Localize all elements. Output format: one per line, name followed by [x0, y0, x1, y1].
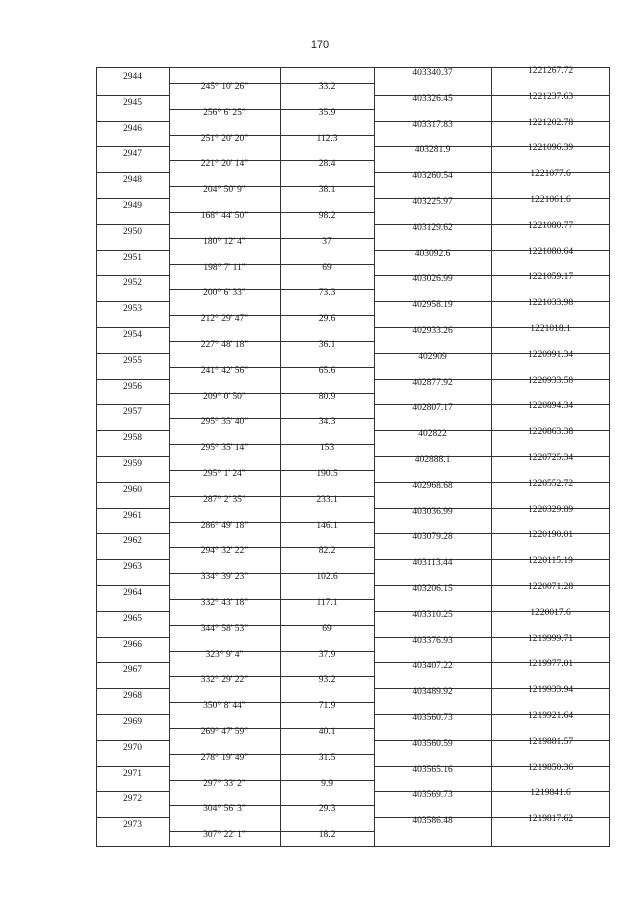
bearing-cell: 204° 50' 9" — [203, 185, 246, 195]
point-id-cell: 2953 — [123, 304, 142, 314]
northing-cell: 403317.83 — [412, 120, 453, 130]
bearing-cell: 332° 29' 22" — [200, 675, 249, 685]
distance-cell: 37 — [322, 237, 332, 247]
northing-cell: 403340.37 — [412, 68, 453, 78]
point-id-cell: 2970 — [123, 743, 142, 753]
point-id-cell: 2945 — [123, 98, 142, 108]
easting-cell: 1221096.39 — [527, 143, 574, 153]
easting-cell: 1220863.38 — [527, 427, 574, 437]
easting-cell: 1219999.71 — [527, 634, 574, 644]
distance-cell: 82.2 — [318, 546, 336, 556]
northing-cell: 402933.26 — [412, 326, 453, 336]
table-row-rule — [96, 353, 169, 354]
bearing-cell: 278° 19' 49" — [200, 753, 249, 763]
distance-cell: 35.9 — [318, 108, 336, 118]
point-id-cell: 2948 — [123, 175, 142, 185]
easting-cell: 1220329.89 — [527, 505, 574, 515]
northing-cell: 403026.99 — [412, 274, 453, 284]
northing-cell: 402968.68 — [412, 481, 453, 491]
easting-cell: 1220725.34 — [527, 453, 574, 463]
table-row-rule — [96, 456, 169, 457]
northing-cell: 403560.59 — [412, 739, 453, 749]
bearing-cell: 227° 48' 18" — [200, 340, 249, 350]
easting-cell: 1220552.72 — [527, 479, 574, 489]
table-row-rule — [96, 198, 169, 199]
bearing-cell: 297° 33' 2" — [203, 779, 246, 789]
table-row-rule — [96, 508, 169, 509]
point-id-cell: 2968 — [123, 691, 142, 701]
easting-cell: 1219977.01 — [527, 659, 574, 669]
table-row-rule — [96, 714, 169, 715]
point-id-cell: 2967 — [123, 665, 142, 675]
bearing-cell: 304° 56' 3" — [203, 804, 246, 814]
easting-cell: 1219933.94 — [527, 685, 574, 695]
easting-cell: 1220894.34 — [527, 401, 574, 411]
table-row-rule — [96, 224, 169, 225]
northing-cell: 402909 — [418, 352, 447, 362]
bearing-cell: 245° 10' 26" — [200, 82, 249, 92]
northing-cell: 403281.9 — [414, 145, 451, 155]
point-id-cell: 2956 — [123, 382, 142, 392]
easting-cell: 1221018.1 — [530, 324, 571, 334]
distance-cell: 40.1 — [318, 727, 336, 737]
bearing-cell: 241° 42' 56" — [200, 366, 249, 376]
distance-cell: 33.2 — [318, 82, 336, 92]
bearing-cell: 295° 35' 14" — [200, 443, 249, 453]
distance-cell: 36.1 — [318, 340, 336, 350]
easting-cell: 1221267.72 — [527, 66, 574, 76]
table-row-rule — [96, 482, 169, 483]
northing-cell: 403326.45 — [412, 94, 453, 104]
bearing-cell: 307° 22' 1" — [203, 830, 246, 840]
distance-cell: 112.3 — [316, 134, 338, 144]
northing-cell: 403310.25 — [412, 610, 453, 620]
northing-cell: 402888.1 — [414, 455, 451, 465]
distance-cell: 65.6 — [318, 366, 336, 376]
point-id-cell: 2965 — [123, 614, 142, 624]
bearing-cell: 350° 8' 44" — [203, 701, 246, 711]
point-id-cell: 2954 — [123, 330, 142, 340]
distance-cell: 102.6 — [316, 572, 338, 582]
distance-cell: 37.9 — [318, 650, 336, 660]
bearing-cell: 295° 35' 40" — [200, 417, 249, 427]
bearing-cell: 332° 43' 18" — [200, 598, 249, 608]
distance-cell: 29.3 — [318, 804, 336, 814]
distance-cell: 28.4 — [318, 159, 336, 169]
distance-cell: 69 — [322, 263, 332, 273]
distance-cell: 98.2 — [318, 211, 336, 221]
table-row-rule — [96, 766, 169, 767]
easting-cell: 1219881.57 — [527, 737, 574, 747]
point-id-cell: 2959 — [123, 459, 142, 469]
point-id-cell: 2964 — [123, 588, 142, 598]
table-row-rule — [96, 95, 169, 96]
easting-cell: 1221202.78 — [527, 118, 574, 128]
distance-cell: 80.9 — [318, 392, 336, 402]
point-id-cell: 2951 — [123, 253, 142, 263]
bearing-cell: 221° 20' 14" — [200, 159, 249, 169]
bearing-cell: 269° 47' 59" — [200, 727, 249, 737]
coordinate-table — [96, 67, 610, 847]
point-id-cell: 2944 — [123, 72, 142, 82]
point-id-cell: 2952 — [123, 278, 142, 288]
bearing-cell: 209° 0' 50" — [203, 392, 246, 402]
bearing-cell: 295° 1' 24" — [203, 469, 246, 479]
easting-cell: 1219850.36 — [527, 763, 574, 773]
distance-cell: 9.9 — [321, 779, 333, 789]
northing-cell: 402822 — [418, 429, 447, 439]
table-row-rule — [96, 559, 169, 560]
table-row-rule — [96, 791, 169, 792]
northing-cell: 403565.16 — [412, 765, 453, 775]
northing-cell: 402958.19 — [412, 300, 453, 310]
bearing-cell: 344° 58' 53" — [200, 624, 249, 634]
point-id-cell: 2949 — [123, 201, 142, 211]
table-row-rule — [96, 430, 169, 431]
northing-cell: 403079.28 — [412, 532, 453, 542]
distance-cell: 117.1 — [316, 598, 338, 608]
point-id-cell: 2955 — [123, 356, 142, 366]
bearing-cell: 198° 7' 11" — [203, 263, 246, 273]
bearing-cell: 180° 12' 4" — [203, 237, 246, 247]
bearing-cell: 294° 32' 22" — [200, 546, 249, 556]
point-id-cell: 2969 — [123, 717, 142, 727]
distance-cell: 73.3 — [318, 288, 336, 298]
easting-cell: 1219817.62 — [527, 814, 574, 824]
bearing-cell: 200° 6' 33" — [203, 288, 246, 298]
northing-cell: 403036.99 — [412, 507, 453, 517]
northing-cell: 403113.44 — [412, 558, 453, 568]
table-row-rule — [96, 172, 169, 173]
easting-cell: 1221080.77 — [527, 221, 574, 231]
table-row-rule — [96, 611, 169, 612]
point-id-cell: 2966 — [123, 640, 142, 650]
northing-cell: 402877.92 — [412, 378, 453, 388]
table-row-rule — [96, 662, 169, 663]
bearing-cell: 287° 2' 35" — [203, 495, 246, 505]
northing-cell: 403560.73 — [412, 713, 453, 723]
distance-cell: 71.9 — [318, 701, 336, 711]
easting-cell: 1220991.34 — [527, 350, 574, 360]
northing-cell: 403129.62 — [412, 223, 453, 233]
distance-cell: 31.5 — [318, 753, 336, 763]
table-row-rule — [96, 121, 169, 122]
distance-cell: 18.2 — [318, 830, 336, 840]
easting-cell: 1219921.64 — [527, 711, 574, 721]
table-row-rule — [96, 146, 169, 147]
table-row-rule — [96, 585, 169, 586]
easting-cell: 1220190.01 — [527, 530, 574, 540]
point-id-cell: 2960 — [123, 485, 142, 495]
easting-cell: 1220017.6 — [530, 608, 571, 618]
distance-cell: 69 — [322, 624, 332, 634]
distance-cell: 146.1 — [316, 521, 338, 531]
table-row-rule — [96, 250, 169, 251]
northing-cell: 403407.22 — [412, 661, 453, 671]
point-id-cell: 2962 — [123, 536, 142, 546]
northing-cell: 402807.17 — [412, 403, 453, 413]
distance-cell: 38.1 — [318, 185, 336, 195]
distance-cell: 190.5 — [316, 469, 338, 479]
easting-cell: 1220933.58 — [527, 376, 574, 386]
point-id-cell: 2961 — [123, 511, 142, 521]
table-row-rule — [96, 379, 169, 380]
distance-cell: 233.1 — [316, 495, 338, 505]
point-id-cell: 2957 — [123, 407, 142, 417]
bearing-cell: 168° 44' 50" — [200, 211, 249, 221]
easting-cell: 1221061.6 — [530, 195, 571, 205]
table-row-rule — [96, 404, 169, 405]
distance-cell: 34.3 — [318, 417, 336, 427]
table-bottom-border — [96, 846, 610, 847]
point-id-cell: 2963 — [123, 562, 142, 572]
bearing-cell: 334° 39' 23" — [200, 572, 249, 582]
distance-cell: 93.2 — [318, 675, 336, 685]
bearing-cell: 256° 6' 25" — [203, 108, 246, 118]
easting-cell: 1221059.17 — [527, 272, 574, 282]
distance-cell: 29.6 — [318, 314, 336, 324]
northing-cell: 403225.97 — [412, 197, 453, 207]
point-id-cell: 2947 — [123, 149, 142, 159]
bearing-cell: 212° 29' 47" — [200, 314, 249, 324]
northing-cell: 403586.48 — [412, 816, 453, 826]
northing-cell: 403569.73 — [412, 790, 453, 800]
easting-cell: 1221077.6 — [530, 169, 571, 179]
point-id-cell: 2950 — [123, 227, 142, 237]
easting-cell: 1221080.64 — [527, 247, 574, 257]
bearing-cell: 286° 49' 18" — [200, 521, 249, 531]
northing-cell: 403260.54 — [412, 171, 453, 181]
easting-cell: 1220115.19 — [528, 556, 573, 566]
point-id-cell: 2958 — [123, 433, 142, 443]
point-id-cell: 2971 — [123, 769, 142, 779]
table-row-rule — [96, 817, 169, 818]
table-row-rule — [96, 533, 169, 534]
table-row-rule — [96, 327, 169, 328]
northing-cell: 403092.6 — [414, 249, 451, 259]
point-id-cell: 2972 — [123, 794, 142, 804]
easting-cell: 1221237.63 — [527, 92, 574, 102]
table-row-rule — [96, 740, 169, 741]
page-number: 170 — [310, 39, 330, 51]
northing-cell: 403489.92 — [412, 687, 453, 697]
easting-cell: 1221033.98 — [527, 298, 574, 308]
table-row-rule — [96, 275, 169, 276]
easting-cell: 1219841.6 — [530, 788, 571, 798]
table-row-rule — [96, 301, 169, 302]
point-id-cell: 2973 — [123, 820, 142, 830]
table-row-rule — [96, 637, 169, 638]
easting-cell: 1220071.28 — [527, 582, 574, 592]
bearing-cell: 323° 9' 4" — [205, 650, 244, 660]
bearing-cell: 251° 20' 20" — [200, 134, 249, 144]
table-row-rule — [96, 688, 169, 689]
northing-cell: 403206.15 — [412, 584, 453, 594]
northing-cell: 403376.93 — [412, 636, 453, 646]
distance-cell: 153 — [319, 443, 335, 453]
point-id-cell: 2946 — [123, 124, 142, 134]
